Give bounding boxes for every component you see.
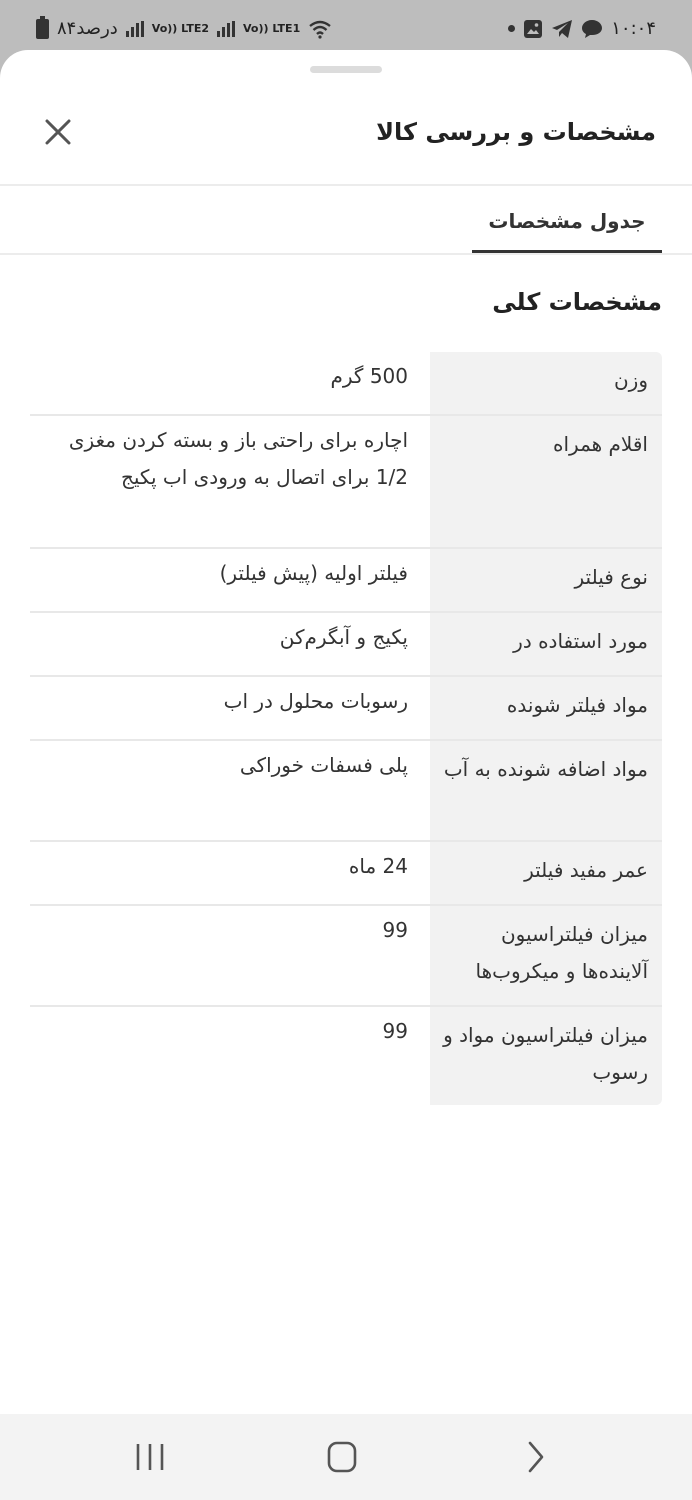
specs-table	[30, 352, 662, 1105]
spec-value: 99	[382, 918, 408, 942]
spec-row	[30, 842, 662, 906]
navigation-bar	[0, 1414, 692, 1500]
spec-value: پکیج و آبگرم‌کن	[279, 625, 408, 649]
tab-specs-table[interactable]: جدول مشخصات	[488, 209, 646, 233]
spec-key: نوع فیلتر	[430, 549, 662, 611]
spec-key: مواد اضافه شونده به آب	[430, 741, 662, 840]
sheet-title: مشخصات و بررسی کالا	[376, 118, 656, 146]
spec-key: مواد فیلتر شونده	[430, 677, 662, 739]
spec-value: پلی فسفات خوراکی	[239, 753, 408, 777]
spec-row	[30, 1007, 662, 1105]
close-icon[interactable]	[42, 116, 74, 148]
spec-key: وزن	[430, 352, 662, 414]
bottom-sheet	[0, 50, 692, 1415]
spec-value: فیلتر اولیه (پیش فیلتر)	[219, 561, 408, 585]
spec-value: اچاره برای راحتی باز و بسته کردن مغزی 1/2 برای اتصال به ورودی اب پکیج	[68, 428, 408, 489]
spec-value: 500 گرم	[330, 364, 408, 388]
spec-key: اقلام همراه	[430, 416, 662, 547]
tabs-divider	[0, 253, 692, 255]
messages-icon	[581, 19, 603, 39]
spec-row	[30, 549, 662, 613]
notification-dot-icon	[508, 25, 515, 32]
spec-value: 24 ماه	[348, 854, 408, 878]
battery-text: ۸۴درصد	[57, 18, 118, 39]
spec-row	[30, 416, 662, 549]
section-title: مشخصات کلی	[492, 288, 662, 316]
drag-handle[interactable]	[310, 66, 382, 73]
wifi-icon	[308, 19, 332, 39]
spec-value: 99	[382, 1019, 408, 1043]
sim1-label: Vo)) LTE1	[243, 22, 301, 35]
spec-key: مورد استفاده در	[430, 613, 662, 675]
signal-icon	[217, 21, 235, 37]
clock: ۱۰:۰۴	[611, 18, 656, 39]
spec-row	[30, 741, 662, 842]
gallery-icon	[523, 19, 543, 39]
spec-key: میزان فیلتراسیون آلاینده‌ها و میکروب‌ها	[430, 906, 662, 1005]
signal-icon	[126, 21, 144, 37]
spec-value: رسوبات محلول در اب	[223, 689, 408, 713]
spec-row	[30, 613, 662, 677]
spec-key: عمر مفید فیلتر	[430, 842, 662, 904]
spec-key: میزان فیلتراسیون مواد و رسوب	[430, 1007, 662, 1105]
spec-row	[30, 677, 662, 741]
sheet-header	[0, 100, 692, 184]
recents-icon[interactable]	[130, 1440, 170, 1474]
back-icon[interactable]	[516, 1440, 556, 1474]
telegram-icon	[551, 19, 573, 39]
home-icon[interactable]	[322, 1440, 362, 1474]
status-right	[508, 18, 656, 39]
battery-icon	[36, 19, 49, 39]
sim2-label: Vo)) LTE2	[151, 22, 210, 35]
spec-row	[30, 906, 662, 1007]
spec-row	[30, 352, 662, 416]
status-left	[36, 18, 332, 39]
